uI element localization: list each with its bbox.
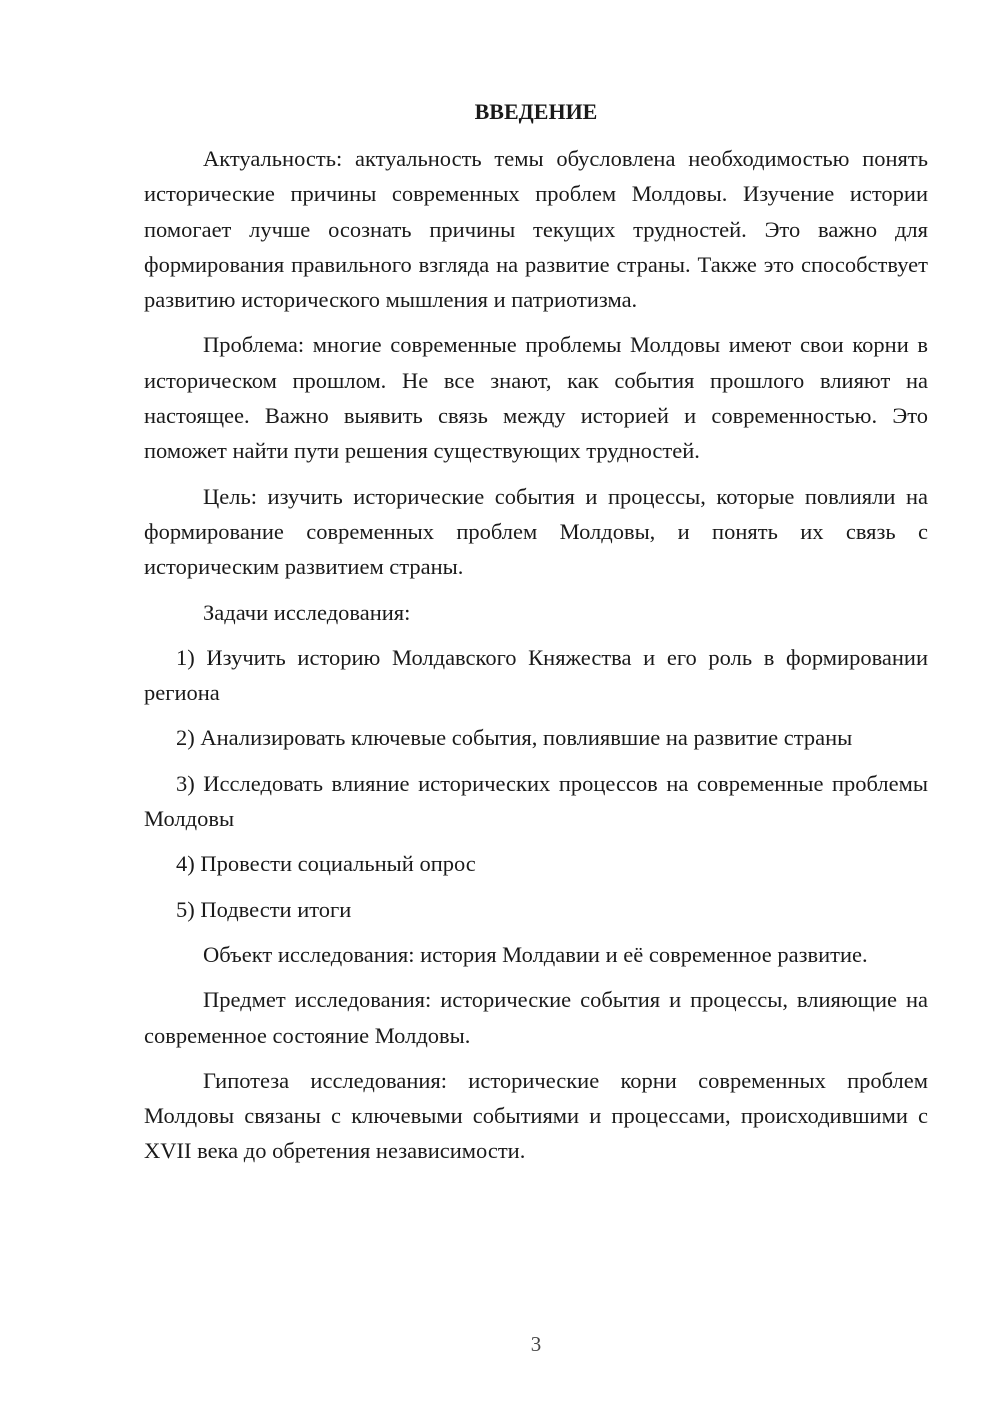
page-number: 3 bbox=[530, 1332, 542, 1356]
task-item: 3) Исследовать влияние исторических процессов на современные проблемы Молдовы bbox=[144, 770, 928, 832]
goal-paragraph: Цель: изучить исторические события и процессы, которые повлияли на формирование современных проблем Молдовы, и понять их связь с историческим развитием страны. bbox=[144, 483, 928, 580]
task-item: 4) Провести социальный опрос bbox=[176, 851, 476, 877]
relevance-paragraph: Актуальность: актуальность темы обусловлена необходимостью понять исторические причины современных проблем Молдовы. Изучение истории помогает лучше осознать причины текущих трудностей. Это важно для формирования правильного взгляда на развитие страны. Также это способствует развитию исторического мышления и патриотизма. bbox=[144, 146, 928, 313]
problem-paragraph: Проблема: многие современные проблемы Молдовы имеют свои корни в историческом прошлом. Не все знают, как события прошлого влияют на настоящее. Важно выявить связь между историей и современностью. Это поможет найти пути решения существующих трудностей. bbox=[144, 332, 928, 464]
tasks-heading: Задачи исследования: bbox=[203, 599, 411, 625]
task-item: 1) Изучить историю Молдавского Княжества и его роль в формировании региона bbox=[144, 644, 928, 706]
task-item: 2) Анализировать ключевые события, повлиявшие на развитие страны bbox=[176, 725, 853, 751]
page-content bbox=[144, 94, 928, 1179]
subject-paragraph: Предмет исследования: исторические события и процессы, влияющие на современное состояние Молдовы. bbox=[144, 987, 928, 1048]
task-item: 5) Подвести итоги bbox=[176, 896, 352, 922]
hypothesis-paragraph: Гипотеза исследования: исторические корни современных проблем Молдовы связаны с ключевыми событиями и процессами, происходившими с XVII века до обретения независимости. bbox=[144, 1067, 928, 1164]
page-title: ВВЕДЕНИЕ bbox=[474, 99, 598, 124]
object-paragraph: Объект исследования: история Молдавии и её современное развитие. bbox=[203, 941, 868, 967]
